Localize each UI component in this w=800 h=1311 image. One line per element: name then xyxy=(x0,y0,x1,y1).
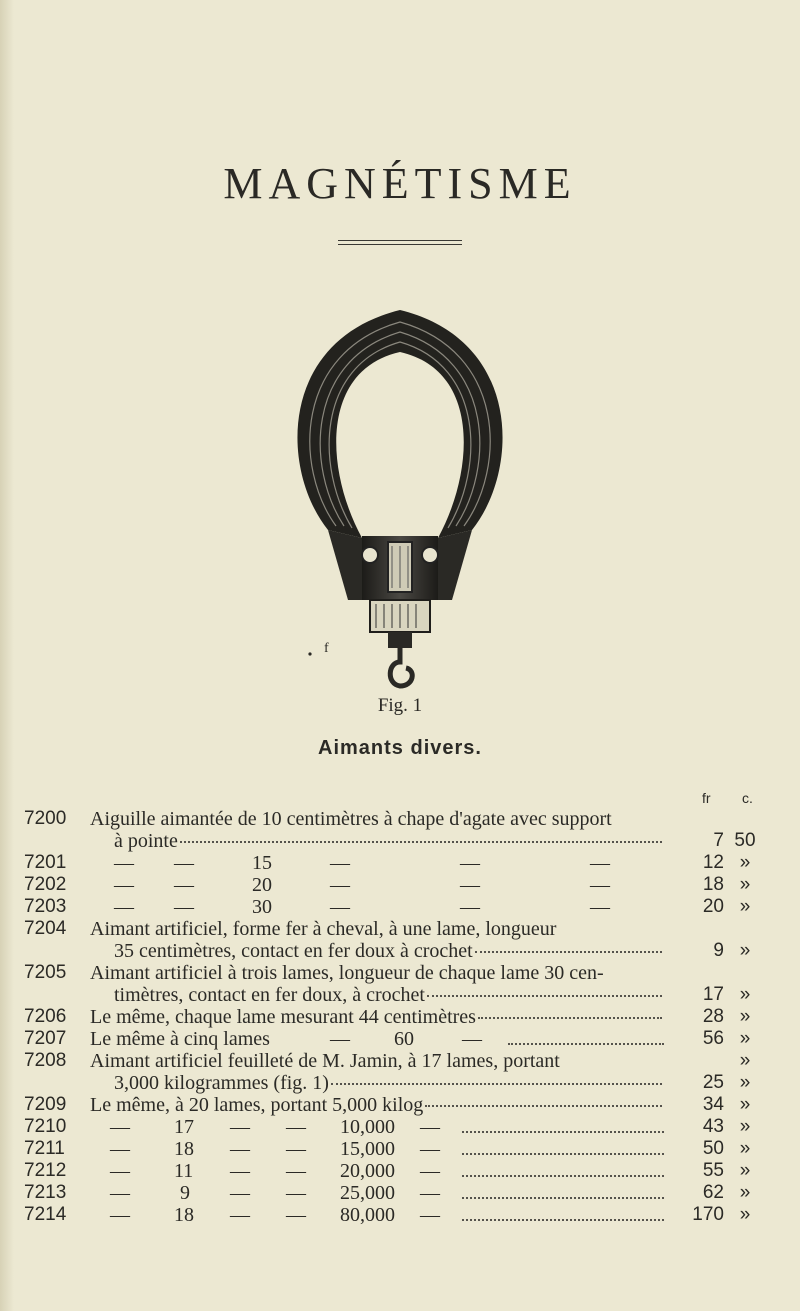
ditto-mark: — xyxy=(174,852,194,874)
item-value: 20 xyxy=(252,874,272,896)
ditto-row xyxy=(90,852,670,874)
price-centimes: » xyxy=(739,1050,751,1071)
price-francs: 55 xyxy=(702,1160,724,1181)
item-number: 7208 xyxy=(24,1050,67,1071)
ditto-row xyxy=(90,1028,670,1050)
price-centimes: » xyxy=(739,1028,751,1049)
price-francs: 7 xyxy=(713,830,724,851)
list-item xyxy=(0,1160,800,1182)
price-francs: 28 xyxy=(702,1006,724,1027)
ditto-mark: — xyxy=(460,896,480,918)
list-item-continuation xyxy=(0,830,800,852)
ditto-row xyxy=(90,874,670,896)
list-item xyxy=(0,1094,800,1116)
ditto-mark: — xyxy=(462,1028,482,1050)
ditto-mark: — xyxy=(590,896,610,918)
item-description: 35 centimètres, contact en fer doux à crochet xyxy=(114,940,473,962)
list-item xyxy=(0,1182,800,1204)
item-value: 15,000 xyxy=(340,1138,395,1160)
item-value: 17 xyxy=(174,1116,194,1138)
item-value: 20,000 xyxy=(340,1160,395,1182)
ditto-mark: — xyxy=(114,896,134,918)
ditto-mark: — xyxy=(420,1204,440,1226)
leader-dots xyxy=(508,1043,664,1045)
item-description: timètres, contact en fer doux, à crochet xyxy=(114,984,425,1006)
item-number: 7202 xyxy=(24,874,67,895)
ditto-mark: — xyxy=(230,1182,250,1204)
item-number: 7206 xyxy=(24,1006,67,1027)
price-francs: 62 xyxy=(702,1182,724,1203)
ditto-mark: — xyxy=(230,1138,250,1160)
ditto-mark: — xyxy=(460,874,480,896)
ditto-mark: — xyxy=(286,1138,306,1160)
list-item xyxy=(0,1006,800,1028)
list-item xyxy=(0,1050,800,1072)
price-francs: 170 xyxy=(692,1204,724,1225)
figure-caption: Fig. 1 xyxy=(377,695,423,716)
ditto-mark: — xyxy=(286,1204,306,1226)
item-number: 7209 xyxy=(24,1094,67,1115)
item-number: 7203 xyxy=(24,896,67,917)
ditto-mark: — xyxy=(110,1116,130,1138)
ditto-mark: — xyxy=(330,874,350,896)
item-value: 30 xyxy=(252,896,272,918)
list-item xyxy=(0,1138,800,1160)
item-description: Le même, à 20 lames, portant 5,000 kilog xyxy=(90,1094,424,1116)
ditto-mark: — xyxy=(330,852,350,874)
item-description: 3,000 kilogrammes (fig. 1) xyxy=(114,1072,329,1094)
leader-dots xyxy=(462,1175,664,1177)
item-description: à pointe xyxy=(114,830,178,852)
item-description: Le même, chaque lame mesurant 44 centimètres xyxy=(90,1006,476,1028)
item-value: 18 xyxy=(174,1138,194,1160)
leader-dots xyxy=(180,841,662,843)
leader-dots xyxy=(462,1131,664,1133)
leader-dots xyxy=(478,1017,662,1019)
item-number: 7212 xyxy=(24,1160,67,1181)
ditto-mark: — xyxy=(420,1116,440,1138)
ditto-row xyxy=(90,1116,670,1138)
ditto-mark: — xyxy=(460,852,480,874)
price-francs: 12 xyxy=(702,852,724,873)
ditto-mark: — xyxy=(330,896,350,918)
ditto-mark: — xyxy=(230,1116,250,1138)
item-value: 10,000 xyxy=(340,1116,395,1138)
price-francs: 20 xyxy=(702,896,724,917)
ditto-mark: — xyxy=(420,1182,440,1204)
list-item-continuation xyxy=(0,940,800,962)
list-item xyxy=(0,1028,800,1050)
list-item xyxy=(0,852,800,874)
price-francs: 56 xyxy=(702,1028,724,1049)
leader-dots xyxy=(425,1105,662,1107)
page-title: MAGNÉTISME xyxy=(223,159,577,208)
price-francs: 9 xyxy=(713,940,724,961)
svg-text:f: f xyxy=(324,641,329,656)
ditto-mark: — xyxy=(590,852,610,874)
price-francs: 25 xyxy=(702,1072,724,1093)
list-item xyxy=(0,962,800,984)
leader-dots xyxy=(462,1219,664,1221)
ditto-row xyxy=(90,1138,670,1160)
ditto-mark: — xyxy=(420,1160,440,1182)
ditto-row xyxy=(90,1204,670,1226)
list-item xyxy=(0,896,800,918)
price-centimes: » xyxy=(739,1204,751,1225)
ditto-row xyxy=(90,896,670,918)
price-francs: 17 xyxy=(702,984,724,1005)
ditto-row xyxy=(90,1160,670,1182)
price-centimes: » xyxy=(739,852,751,873)
price-francs: 34 xyxy=(702,1094,724,1115)
price-centimes: » xyxy=(739,1160,751,1181)
item-number: 7201 xyxy=(24,852,67,873)
item-value: 15 xyxy=(252,852,272,874)
item-value: 60 xyxy=(394,1028,414,1050)
section-heading: Aimants divers. xyxy=(318,737,482,759)
item-number: 7214 xyxy=(24,1204,67,1225)
ditto-mark: — xyxy=(420,1138,440,1160)
item-description: Aiguille aimantée de 10 centimètres à chape d'agate avec support xyxy=(90,808,612,830)
item-number: 7210 xyxy=(24,1116,67,1137)
ditto-mark: — xyxy=(174,874,194,896)
price-centimes: » xyxy=(739,1006,751,1027)
price-centimes: » xyxy=(739,1094,751,1115)
item-value: 18 xyxy=(174,1204,194,1226)
ditto-mark: — xyxy=(230,1160,250,1182)
list-item xyxy=(0,874,800,896)
ditto-mark: — xyxy=(110,1160,130,1182)
price-centimes: » xyxy=(739,874,751,895)
item-number: 7207 xyxy=(24,1028,67,1049)
ditto-mark: — xyxy=(114,852,134,874)
price-centimes: » xyxy=(739,896,751,917)
item-number: 7205 xyxy=(24,962,67,983)
item-value: 25,000 xyxy=(340,1182,395,1204)
item-value: 11 xyxy=(174,1160,194,1182)
price-centimes: » xyxy=(739,984,751,1005)
currency-francs-header: fr xyxy=(702,790,711,806)
item-number: 7200 xyxy=(24,808,67,829)
ditto-mark: — xyxy=(286,1182,306,1204)
price-centimes: » xyxy=(739,1138,751,1159)
horseshoe-magnet-illustration-icon xyxy=(270,300,530,690)
ditto-mark: — xyxy=(230,1204,250,1226)
list-item-continuation xyxy=(0,1072,800,1094)
currency-centimes-header: c. xyxy=(742,790,753,806)
price-francs: 50 xyxy=(702,1138,724,1159)
list-item xyxy=(0,918,800,940)
ditto-mark: — xyxy=(174,896,194,918)
price-centimes: 50 xyxy=(734,830,756,851)
ditto-mark: — xyxy=(590,874,610,896)
leader-dots xyxy=(462,1197,664,1199)
item-description: Aimant artificiel à trois lames, longueur de chaque lame 30 cen- xyxy=(90,962,604,984)
item-number: 7213 xyxy=(24,1182,67,1203)
leader-dots xyxy=(462,1153,664,1155)
price-centimes: » xyxy=(739,1116,751,1137)
price-centimes: » xyxy=(739,1072,751,1093)
list-item xyxy=(0,1116,800,1138)
ditto-mark: — xyxy=(286,1116,306,1138)
item-description: Aimant artificiel feuilleté de M. Jamin, à 17 lames, portant xyxy=(90,1050,560,1072)
ditto-mark: — xyxy=(330,1028,350,1050)
leader-dots xyxy=(427,995,662,997)
ditto-mark: — xyxy=(286,1160,306,1182)
leader-dots xyxy=(475,951,662,953)
price-centimes: » xyxy=(739,940,751,961)
title-rule-top xyxy=(338,240,462,241)
item-number: 7204 xyxy=(24,918,67,939)
item-description: Aimant artificiel, forme fer à cheval, à une lame, longueur xyxy=(90,918,557,940)
item-value: 80,000 xyxy=(340,1204,395,1226)
price-centimes: » xyxy=(739,1182,751,1203)
price-francs: 43 xyxy=(702,1116,724,1137)
price-francs: 18 xyxy=(702,874,724,895)
ditto-row xyxy=(90,1182,670,1204)
list-item-continuation xyxy=(0,984,800,1006)
title-rule-bottom xyxy=(338,244,462,245)
ditto-mark: — xyxy=(110,1204,130,1226)
item-number: 7211 xyxy=(24,1138,65,1159)
list-item xyxy=(0,808,800,830)
ditto-mark: — xyxy=(114,874,134,896)
list-item xyxy=(0,1204,800,1226)
leader-dots xyxy=(331,1083,662,1085)
item-value: 9 xyxy=(180,1182,190,1204)
ditto-mark: — xyxy=(110,1182,130,1204)
ditto-mark: — xyxy=(110,1138,130,1160)
item-description: Le même à cinq lames xyxy=(90,1028,270,1050)
